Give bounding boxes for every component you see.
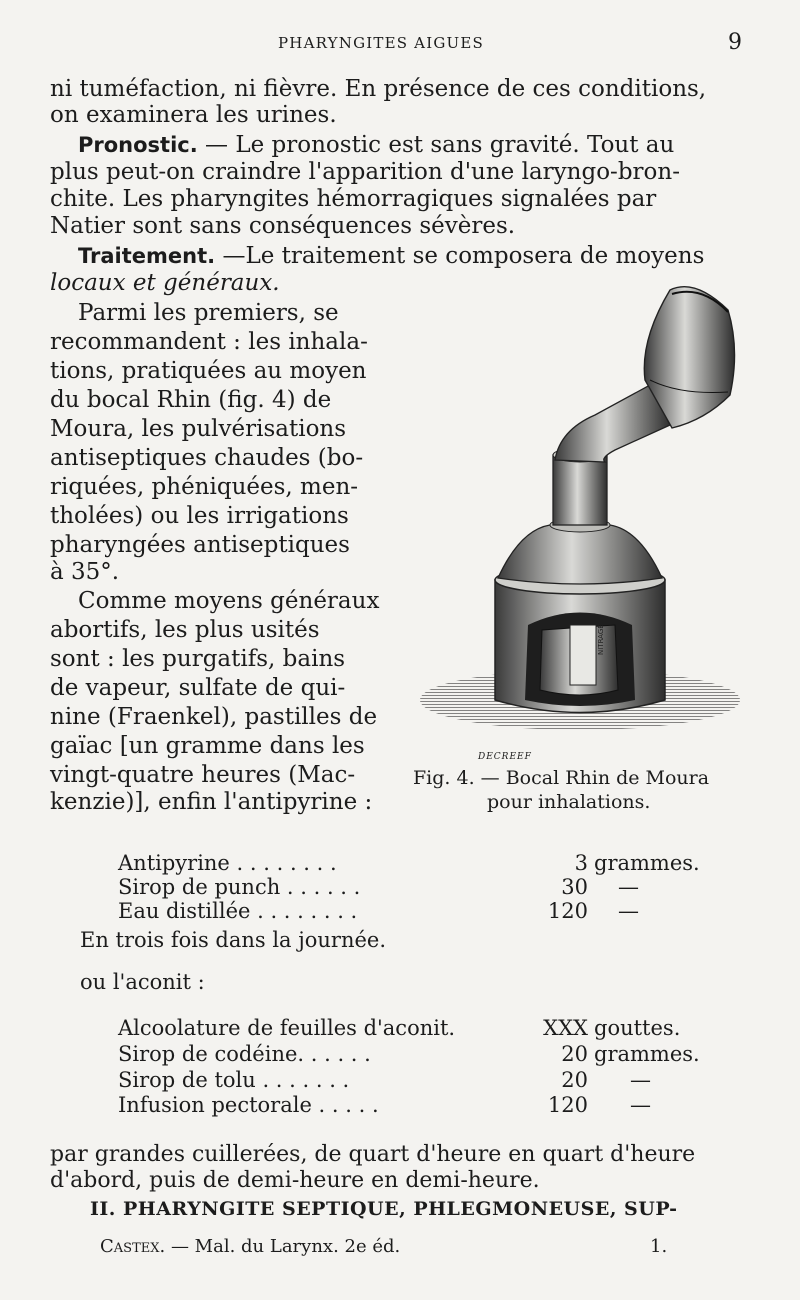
quantity: XXX: [543, 1016, 588, 1040]
footer: [100, 1236, 400, 1257]
traitement-paragraph-start: [78, 243, 704, 269]
unit: —: [630, 1068, 651, 1092]
pronostic-heading: Pronostic.: [78, 133, 198, 157]
text-line: on examinera les urines.: [50, 102, 337, 128]
unit: grammes.: [594, 1042, 700, 1066]
unit: —: [630, 1093, 651, 1117]
col-line: nine (Fraenkel), pastilles de: [50, 704, 378, 730]
quantity: 3: [574, 851, 588, 875]
footer-title: — Mal. du Larynx. 2e éd.: [170, 1236, 401, 1257]
quantity: 120: [547, 899, 588, 923]
ingredient: Sirop de punch . . . . . .: [118, 875, 361, 899]
text-line: plus peut-on craindre l'apparition d'une laryngo-bron-: [50, 159, 680, 185]
col-line: Parmi les premiers, se: [78, 300, 339, 326]
text-run: — Le pronostic est sans gravité. Tout au: [205, 132, 675, 158]
footer-author: Castex.: [100, 1236, 166, 1257]
section-heading: II. PHARYNGITE SEPTIQUE, PHLEGMONEUSE, SUP-: [90, 1198, 678, 1220]
text-line: d'abord, puis de demi-heure en demi-heure.: [50, 1168, 540, 1193]
text-line: par grandes cuillerées, de quart d'heure en quart d'heure: [50, 1142, 696, 1167]
quantity: 30: [561, 875, 588, 899]
col-line: Moura, les pulvérisations: [50, 416, 347, 442]
col-line: kenzie)], enfin l'antipyrine :: [50, 789, 373, 815]
figure-caption-line1: Fig. 4. — Bocal Rhin de Moura: [413, 767, 710, 789]
col-line: riquées, phéniquées, men-: [50, 474, 359, 500]
text-line: Natier sont sans conséquences sévères.: [50, 213, 516, 239]
running-header: [0, 30, 800, 60]
figure-caption-line2: pour inhalations.: [487, 791, 651, 813]
text-line: ou l'aconit :: [80, 970, 205, 994]
prescription-table-1: [118, 850, 718, 930]
quantity: 120: [547, 1093, 588, 1117]
ingredient: Sirop de codéine. . . . . .: [118, 1042, 371, 1066]
unit: grammes.: [594, 851, 700, 875]
ingredient: Alcoolature de feuilles d'aconit.: [118, 1016, 456, 1040]
running-title: PHARYNGITES AIGUES: [278, 34, 484, 52]
col-line: vingt-quatre heures (Mac-: [50, 762, 356, 788]
col-line: sont : les purgatifs, bains: [50, 646, 346, 672]
col-line: antiseptiques chaudes (bo-: [50, 445, 364, 471]
text-line: En trois fois dans la journée.: [80, 928, 387, 952]
unit: gouttes.: [594, 1016, 681, 1040]
prescription-table-2: [118, 1015, 758, 1125]
col-line: recommandent : les inhala-: [50, 329, 368, 355]
unit: —: [618, 899, 639, 923]
col-line: à 35°.: [50, 559, 120, 585]
ingredient: Eau distillée . . . . . . . .: [118, 899, 358, 923]
text-line: ni tuméfaction, ni fièvre. En présence de ces conditions,: [50, 76, 707, 102]
text-run: —Le traitement se composera de moyens: [222, 243, 705, 269]
engraver-signature: DECREEF: [478, 752, 532, 762]
signature-mark: 1.: [650, 1236, 668, 1257]
page-number: 9: [728, 30, 742, 55]
pronostic-paragraph-start: [78, 132, 674, 158]
col-line: pharyngées antiseptiques: [50, 532, 350, 558]
col-line: tholées) ou les irrigations: [50, 503, 349, 529]
ingredient: Sirop de tolu . . . . . . .: [118, 1068, 350, 1092]
text-line: chite. Les pharyngites hémorragiques signalées par: [50, 186, 657, 212]
ingredient: Antipyrine . . . . . . . .: [118, 851, 337, 875]
quantity: 20: [561, 1042, 588, 1066]
box-label: NITRAGE: [597, 624, 605, 655]
ingredient: Infusion pectorale . . . . .: [118, 1093, 379, 1117]
col-line: gaïac [un gramme dans les: [50, 733, 365, 759]
col-line: tions, pratiquées au moyen: [50, 358, 367, 384]
col-line: abortifs, les plus usités: [50, 617, 320, 643]
traitement-heading: Traitement.: [78, 244, 216, 268]
col-line: de vapeur, sulfate de qui-: [50, 675, 346, 701]
quantity: 20: [561, 1068, 588, 1092]
col-line: du bocal Rhin (fig. 4) de: [50, 387, 332, 413]
inhaler-illustration: [410, 280, 750, 760]
unit: —: [618, 875, 639, 899]
col-line: Comme moyens généraux: [78, 588, 380, 614]
text-line: locaux et généraux.: [50, 270, 280, 296]
